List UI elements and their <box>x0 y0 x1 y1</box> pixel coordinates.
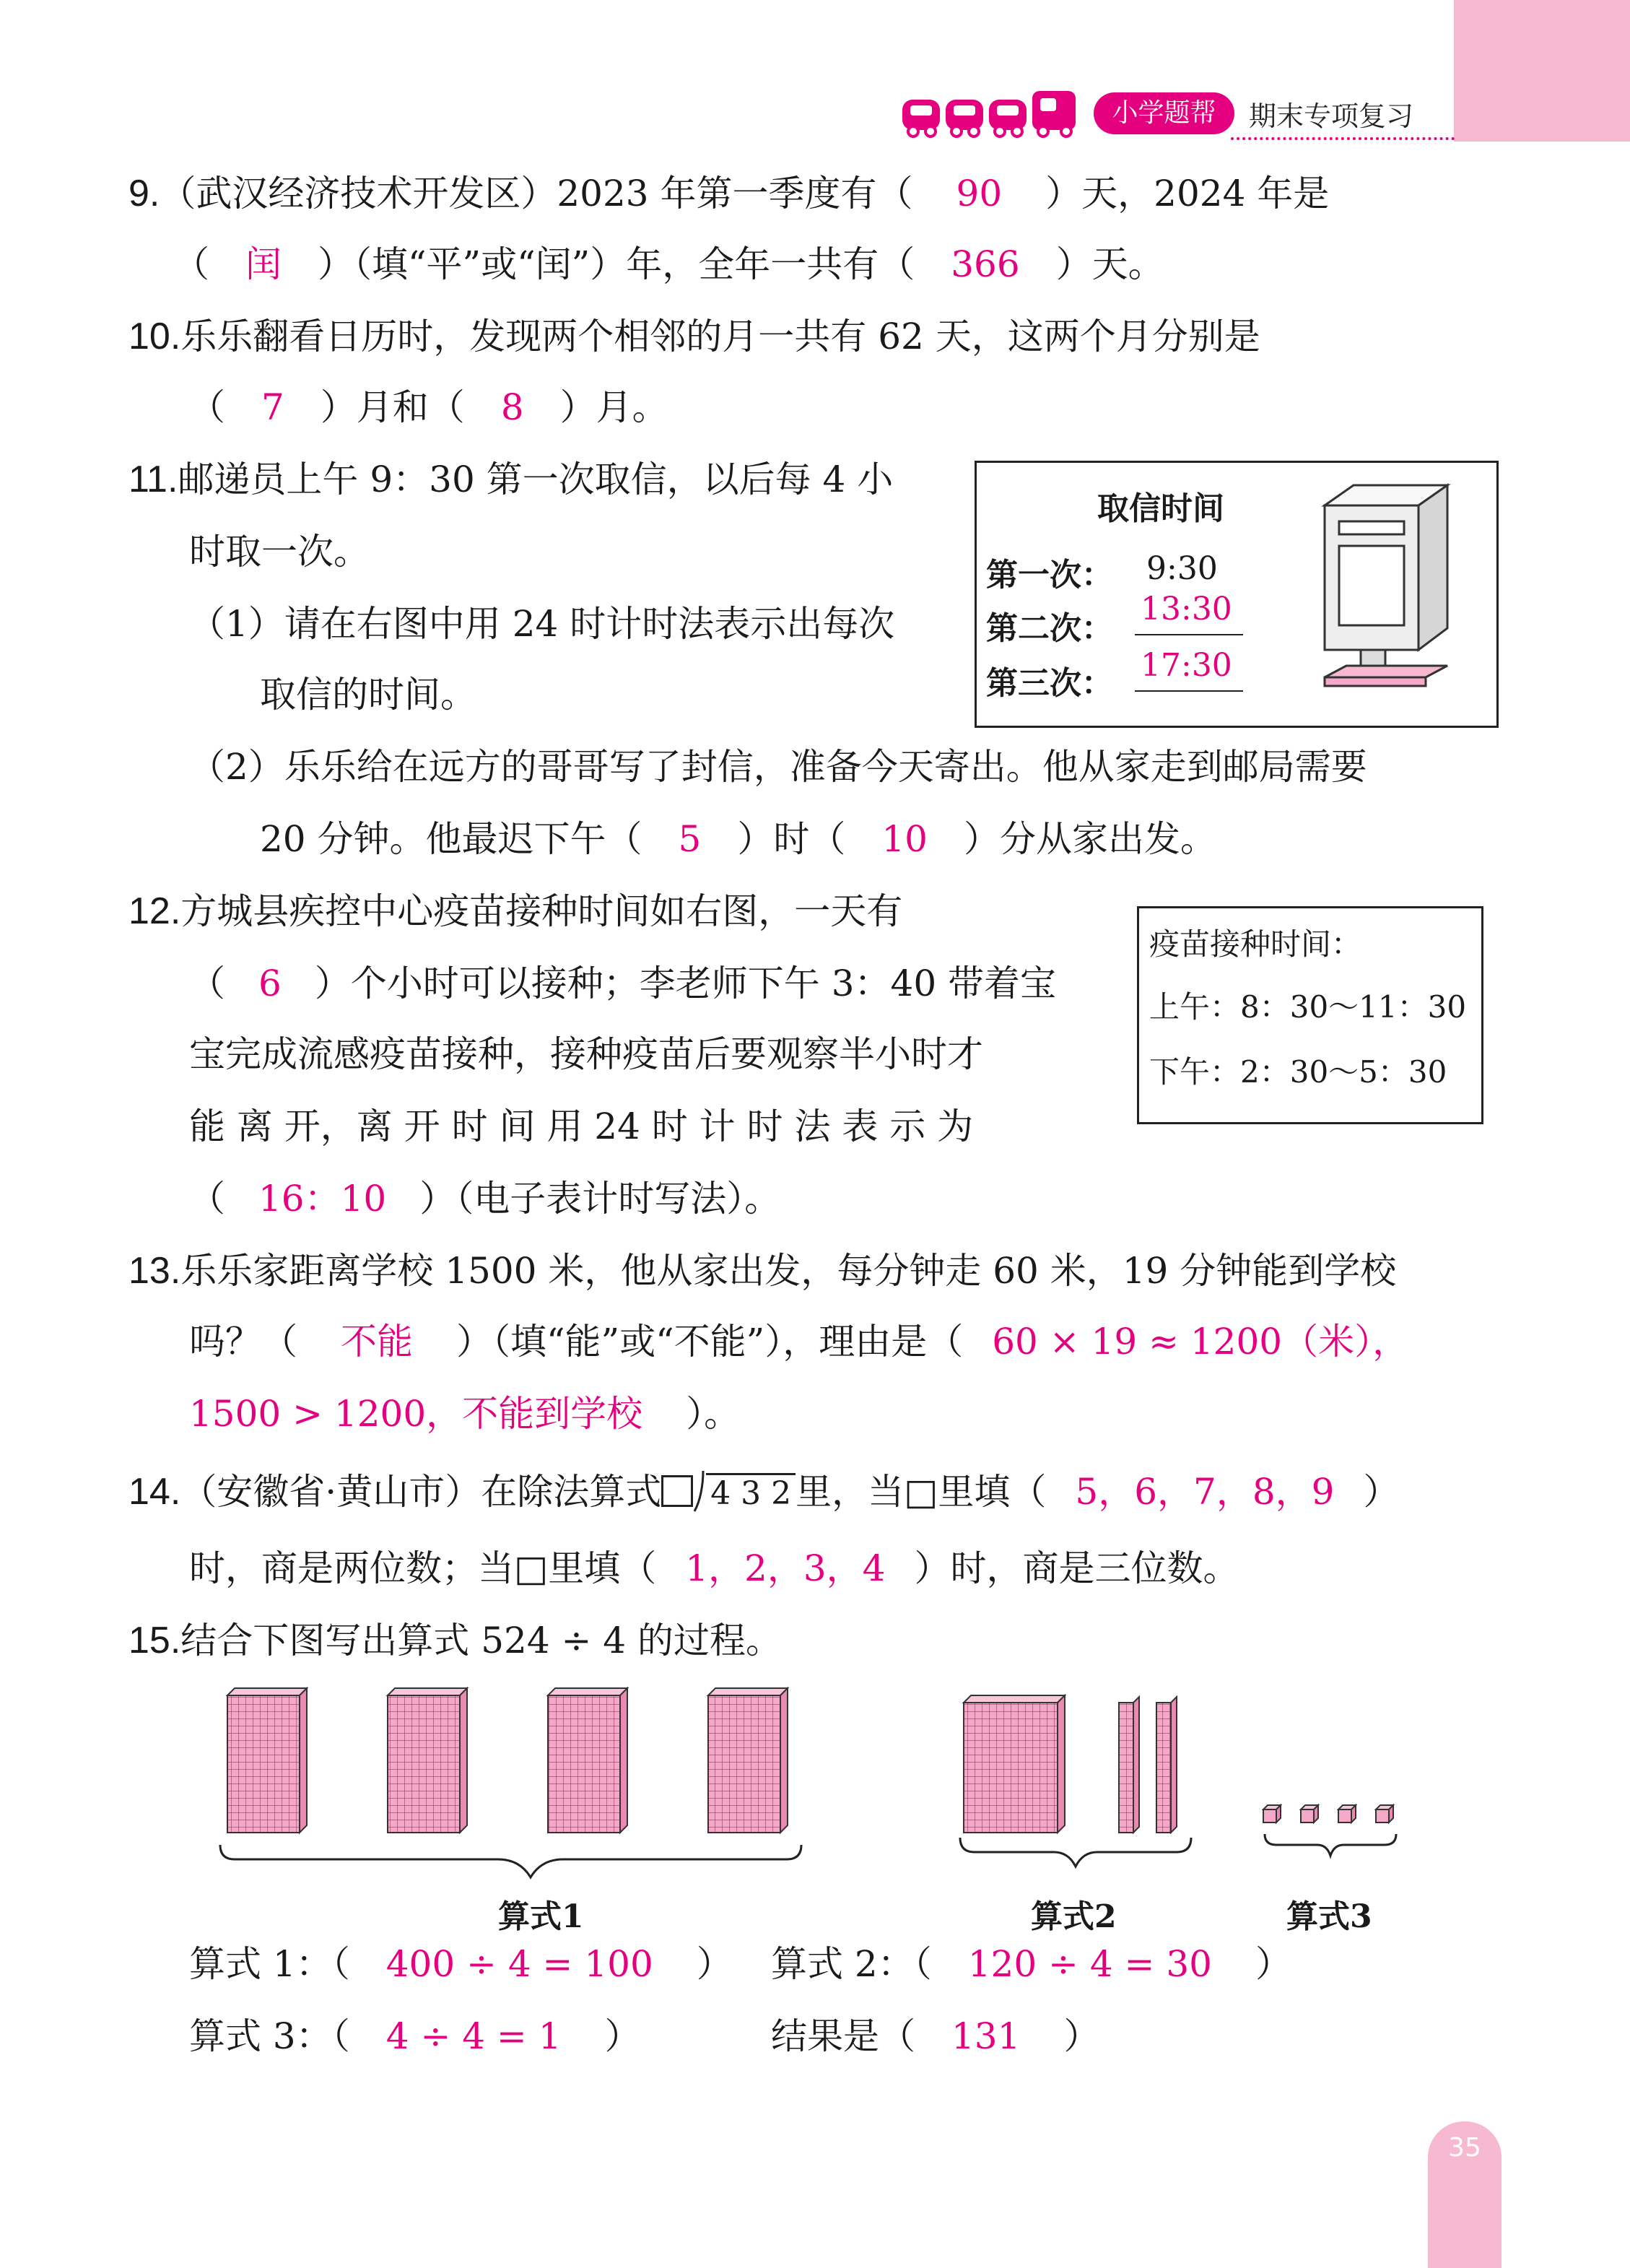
train-icon <box>899 85 1086 143</box>
formula-2-answer: 120 ÷ 4 = 30 <box>967 1943 1212 1985</box>
unit-cube-1 <box>1263 1805 1281 1822</box>
q12-answer-leave-time: 16：10 <box>258 1178 387 1220</box>
mailbox-icon <box>1317 477 1455 693</box>
formula-3-answer: 4 ÷ 4 = 1 <box>385 2015 562 2057</box>
q10-line2: （ 7 ）月和（ 8 ）月。 <box>189 386 668 428</box>
hundred-block-5 <box>964 1695 1065 1833</box>
q12-line1: 12.方城县疾控中心疫苗接种时间如右图，一天有 <box>128 890 903 932</box>
q14-line2: 时，商是两位数；当□里填（ 1，2，3，4 ）时，商是三位数。 <box>189 1547 1239 1589</box>
dividend: 4 3 2 <box>706 1473 796 1512</box>
formula-1-line: 算式 1：（ 400 ÷ 4 = 100 ） <box>189 1943 733 1985</box>
result-line: 结果是（ 131 ） <box>771 2015 1100 2057</box>
formula-2-line: 算式 2：（ 120 ÷ 4 = 30 ） <box>771 1943 1291 1985</box>
formula-3-line: 算式 3：（ 4 ÷ 4 = 1 ） <box>189 2015 641 2057</box>
vaccine-pm: 下午：2：30～5：30 <box>1149 1054 1447 1090</box>
mail-time-3: 17:30 <box>1141 647 1232 684</box>
q12-line4: 能 离 开，离 开 时 间 用 24 时 计 时 法 表 示 为 <box>189 1105 974 1147</box>
corner-tab <box>1454 0 1630 142</box>
unit-cube-2 <box>1301 1805 1318 1822</box>
result-answer: 131 <box>951 2015 1021 2057</box>
ten-rod-2 <box>1156 1697 1177 1833</box>
q11-part1-line2: 取信的时间。 <box>260 674 476 716</box>
caption-formula-1: 算式1 <box>498 1898 584 1935</box>
q9-line2: （ 闰 ）（填“平”或“闰”）年，全年一共有（ 366 ）天。 <box>173 243 1164 285</box>
q12-line5: （ 16：10 ）（电子表计时写法）。 <box>189 1178 781 1220</box>
hundred-block-4 <box>708 1688 788 1833</box>
section-title: 期末专项复习 <box>1249 100 1414 132</box>
q11-part2-line1: （2）乐乐给在远方的哥哥写了封信，准备今天寄出。他从家走到邮局需要 <box>189 746 1367 788</box>
q14-line1: 14.（安徽省·黄山市）在除法算式 4 3 2 里，当□里填（ 5，6，7，8，9 ） <box>128 1471 1400 1513</box>
mail-underline-2 <box>1135 634 1243 635</box>
hundred-block-3 <box>548 1688 627 1833</box>
mail-time-2: 13:30 <box>1141 591 1232 627</box>
header-badge: 小学题帮 <box>1094 92 1234 134</box>
vaccine-box-title: 疫苗接种时间： <box>1149 926 1362 962</box>
q9-answer-total: 366 <box>951 243 1020 285</box>
q11-line2: 时取一次。 <box>189 531 370 573</box>
q11-part2-line2: 20 分钟。他最迟下午（ 5 ）时（ 10 ）分从家出发。 <box>260 818 1216 860</box>
page-number-tab <box>1428 2121 1502 2268</box>
caption-formula-3: 算式3 <box>1286 1898 1372 1935</box>
q11-part1-line1: （1）请在右图中用 24 时计时法表示出每次 <box>189 603 895 645</box>
unit-cube-3 <box>1338 1805 1356 1822</box>
q13-answer-reason-1: 60 × 19 ≈ 1200（米）， <box>992 1321 1409 1363</box>
q13-line2: 吗？（ 不能 ）（填“能”或“不能”），理由是（ 60 × 19 ≈ 1200（米）， <box>189 1321 1409 1363</box>
q10-answer-month1: 7 <box>261 386 284 428</box>
q13-line3: 1500 > 1200，不能到学校 ）。 <box>189 1393 741 1435</box>
q13-answer-can: 不能 <box>341 1321 413 1363</box>
caption-formula-2: 算式2 <box>1031 1898 1117 1935</box>
q9-line1: 9.（武汉经济技术开发区）2023 年第一季度有（ 90 ）天，2024 年是 <box>128 173 1330 214</box>
q9-answer-days: 90 <box>956 173 1003 214</box>
q10-line1: 10.乐乐翻看日历时，发现两个相邻的月一共有 62 天，这两个月分别是 <box>128 316 1260 357</box>
q13-line1: 13.乐乐家距离学校 1500 米，他从家出发，每分钟走 60 米，19 分钟能到学校 <box>128 1250 1397 1292</box>
page-number: 35 <box>1448 2133 1481 2163</box>
hundred-block-1 <box>227 1688 307 1833</box>
base-ten-blocks-figure <box>209 1682 1437 1906</box>
q10-answer-month2: 8 <box>500 386 524 428</box>
vaccine-am: 上午：8：30～11：30 <box>1149 989 1467 1025</box>
mail-time-1: 9:30 <box>1146 550 1218 587</box>
mail-label-2: 第二次： <box>986 610 1113 647</box>
mail-label-1: 第一次： <box>986 557 1113 594</box>
division-bracket-icon <box>693 1469 706 1513</box>
q14-answer-three-digit: 1，2，3，4 <box>685 1547 886 1589</box>
unit-cube-4 <box>1376 1805 1393 1822</box>
q14-answer-two-digit: 5，6，7，8，9 <box>1075 1471 1335 1513</box>
q12-answer-hours: 6 <box>258 963 282 1004</box>
q9-answer-leap: 闰 <box>245 243 282 285</box>
q13-answer-reason-2: 1500 > 1200，不能到学校 <box>189 1393 643 1435</box>
q11-answer-hour: 5 <box>678 818 702 860</box>
ten-rod-1 <box>1119 1697 1139 1833</box>
divisor-box-icon <box>661 1475 693 1507</box>
q11-line1: 11.邮递员上午 9：30 第一次取信，以后每 4 小 <box>128 459 894 500</box>
q11-answer-minute: 10 <box>881 818 928 860</box>
q15-line1: 15.结合下图写出算式 524 ÷ 4 的过程。 <box>128 1620 783 1661</box>
formula-1-answer: 400 ÷ 4 = 100 <box>385 1943 653 1985</box>
header-dotted-line <box>1231 137 1455 140</box>
hundred-block-2 <box>388 1688 467 1833</box>
mail-box-title: 取信时间 <box>1097 490 1224 527</box>
mail-label-3: 第三次： <box>986 665 1113 702</box>
q12-line3: 宝完成流感疫苗接种，接种疫苗后要观察半小时才 <box>189 1033 983 1075</box>
mail-underline-3 <box>1135 690 1243 692</box>
q12-line2: （ 6 ）个小时可以接种；李老师下午 3：40 带着宝 <box>189 963 1057 1004</box>
